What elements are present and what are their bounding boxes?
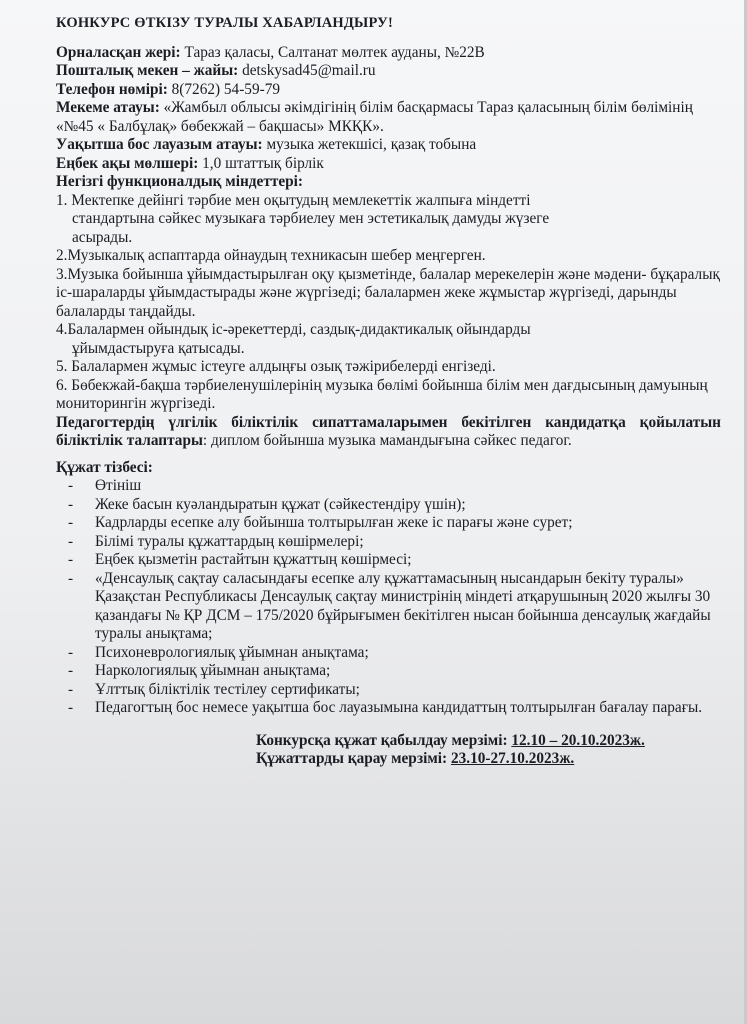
field-label: Телефон нөмірі: — [56, 80, 168, 98]
document-text: Психоневрологиялық ұйымнан анықтама; — [95, 643, 369, 661]
field-value: «Жамбыл облысы әкімдігінің білім басқармасы Тараз қаласының білім бөлімінің «№45 « Балбұлақ» бөбекжай – бақшасы» МКҚК». — [56, 99, 693, 135]
phone-field — [56, 81, 721, 100]
documents-list — [56, 477, 721, 718]
document-item — [68, 477, 721, 496]
document-text: «Денсаулық сақтау саласындағы есепке алу құжаттамасының нысандарын бекіту туралы» Қазақстан Республикасы Денсаулық сақтау министрінің міндеті атқарушының 2020 жылғы 30 қазандағы № ҚР ДСМ – 175/2020 бұйрығымен бекітілген нысан бойынша денсаулық жағдайы туралы анықтама; — [95, 569, 711, 642]
field-value: 1,0 штаттық бірлік — [198, 154, 324, 172]
dash-bullet: - — [68, 477, 74, 494]
vacancy-title-field — [56, 136, 721, 155]
dash-bullet: - — [68, 532, 74, 550]
duties-list — [56, 192, 721, 414]
dash-bullet: - — [68, 662, 74, 679]
duty-text-continued: ұйымдастыруға қатысады. — [72, 339, 245, 357]
deadline-label: Конкурсқа құжат қабылдау мерзімі: — [256, 731, 512, 749]
duty-text-continued: асырады. — [72, 228, 133, 246]
duty-text: 4.Балалармен ойындық іс-әрекеттерді, саздық-дидактикалық ойындарды — [56, 321, 531, 338]
duty-item — [56, 247, 721, 266]
duty-text: 6. Бөбекжай-бақша тәрбиеленушілерінің музыка бөлімі бойынша білім мен дағдысының дамуының мониторингін жүргізеді. — [56, 376, 708, 412]
duty-text: 1. Мектепке дейінгі тәрбие мен оқытудың мемлекеттік жалпыға міндетті — [56, 191, 531, 209]
document-text: Жеке басын куәландыратын құжат (сәйкестендіру үшін); — [95, 495, 466, 513]
field-value: музыка жетекшісі, қазақ тобына — [262, 136, 477, 153]
deadline-date: 23.10-27.10.2023ж. — [450, 750, 575, 767]
document-item — [68, 662, 721, 681]
dash-bullet: - — [68, 643, 74, 661]
document-text: Еңбек қызметін растайтын құжаттың көшірмесі; — [95, 551, 412, 568]
duty-item — [56, 192, 721, 248]
document-item — [68, 551, 721, 570]
duty-text: 2.Музыкалық аспаптарда ойнаудың техникасын шебер меңгерген. — [56, 247, 486, 264]
documents-heading: Құжат тізбесі: — [56, 458, 153, 476]
document-item — [68, 496, 721, 515]
duty-text: 3.Музыка бойынша ұйымдастырылған оқу қызметінде, балалар мерекелерін және мәдени- бұқаралық іс-шараларды ұйымдастырады және жүргізеді; балалармен жеке жұмыстар жүргізеді, дарынды балаларды таңдайды. — [56, 265, 720, 320]
duty-item — [56, 377, 721, 414]
page-title: КОНКУРС ӨТКІЗУ ТУРАЛЫ ХАБАРЛАНДЫРУ! — [56, 15, 394, 31]
field-label: Мекеме атауы: — [56, 99, 160, 116]
requirements-value: : диплом бойынша музыка мамандығына сәйкес педагог. — [202, 432, 572, 449]
dash-bullet: - — [68, 495, 74, 513]
requirements-label: Педагогтердің үлгілік біліктілік сипаттамаларымен бекітілген кандидатқа қойылатын біліктілік талаптары — [56, 413, 721, 449]
dash-bullet: - — [68, 551, 74, 568]
institution-name-field — [56, 99, 721, 136]
field-label: Еңбек ақы мөлшері: — [56, 154, 199, 172]
salary-field — [56, 155, 721, 174]
document-text: Кадрларды есепке алу бойынша толтырылған жеке іс парағы және сурет; — [95, 514, 573, 531]
document-item — [68, 514, 721, 533]
submission-deadline — [256, 732, 721, 751]
document-item — [68, 644, 721, 663]
document-text: Білімі туралы құжаттардың көшірмелері; — [95, 532, 364, 550]
duty-text-continued: стандартына сәйкес музыкаға тәрбиелеу мен эстетикалық дамуды жүзеге — [72, 210, 550, 227]
field-value: detskysad45@mail.ru — [238, 62, 376, 79]
deadlines — [56, 732, 721, 769]
dash-bullet: - — [68, 569, 74, 587]
field-label: Орналасқан жері: — [56, 43, 181, 61]
dash-bullet: - — [68, 514, 74, 531]
deadline-label: Құжаттарды қарау мерзімі: — [256, 750, 451, 767]
document-item — [68, 681, 721, 700]
field-value: 8(7262) 54-59-79 — [167, 80, 280, 98]
deadline-date: 12.10 – 20.10.2023ж. — [511, 731, 645, 749]
duties-heading: Негізгі функционалдық міндеттері: — [56, 173, 303, 190]
postal-address-field — [56, 62, 721, 81]
document-text: Өтініш — [95, 477, 142, 494]
field-label: Уақытша бос лауазым атауы: — [56, 136, 263, 153]
info-fields — [56, 44, 721, 174]
qualification-requirements — [56, 414, 721, 451]
field-label: Пошталық мекен – жайы: — [56, 62, 239, 79]
review-deadline — [256, 750, 721, 769]
duty-item — [56, 266, 721, 322]
location-field — [56, 44, 721, 63]
document-item — [68, 570, 721, 644]
dash-bullet: - — [68, 699, 74, 716]
document-text: Наркологиялық ұйымнан анықтама; — [95, 662, 331, 679]
document-text: Педагогтың бос немесе уақытша бос лауазымына кандидаттың толтырылған бағалау парағы. — [95, 699, 703, 716]
document-text: Ұлттық біліктілік тестілеу сертификаты; — [95, 680, 360, 698]
duty-text: 5. Балалармен жұмыс істеуге алдыңғы озық тәжірибелерді енгізеді. — [56, 358, 496, 375]
document-item — [68, 533, 721, 552]
duty-item — [56, 321, 721, 358]
field-value: Тараз қаласы, Салтанат мөлтек ауданы, №22В — [180, 43, 485, 61]
dash-bullet: - — [68, 680, 74, 698]
document-item — [68, 699, 721, 718]
duty-item — [56, 358, 721, 377]
